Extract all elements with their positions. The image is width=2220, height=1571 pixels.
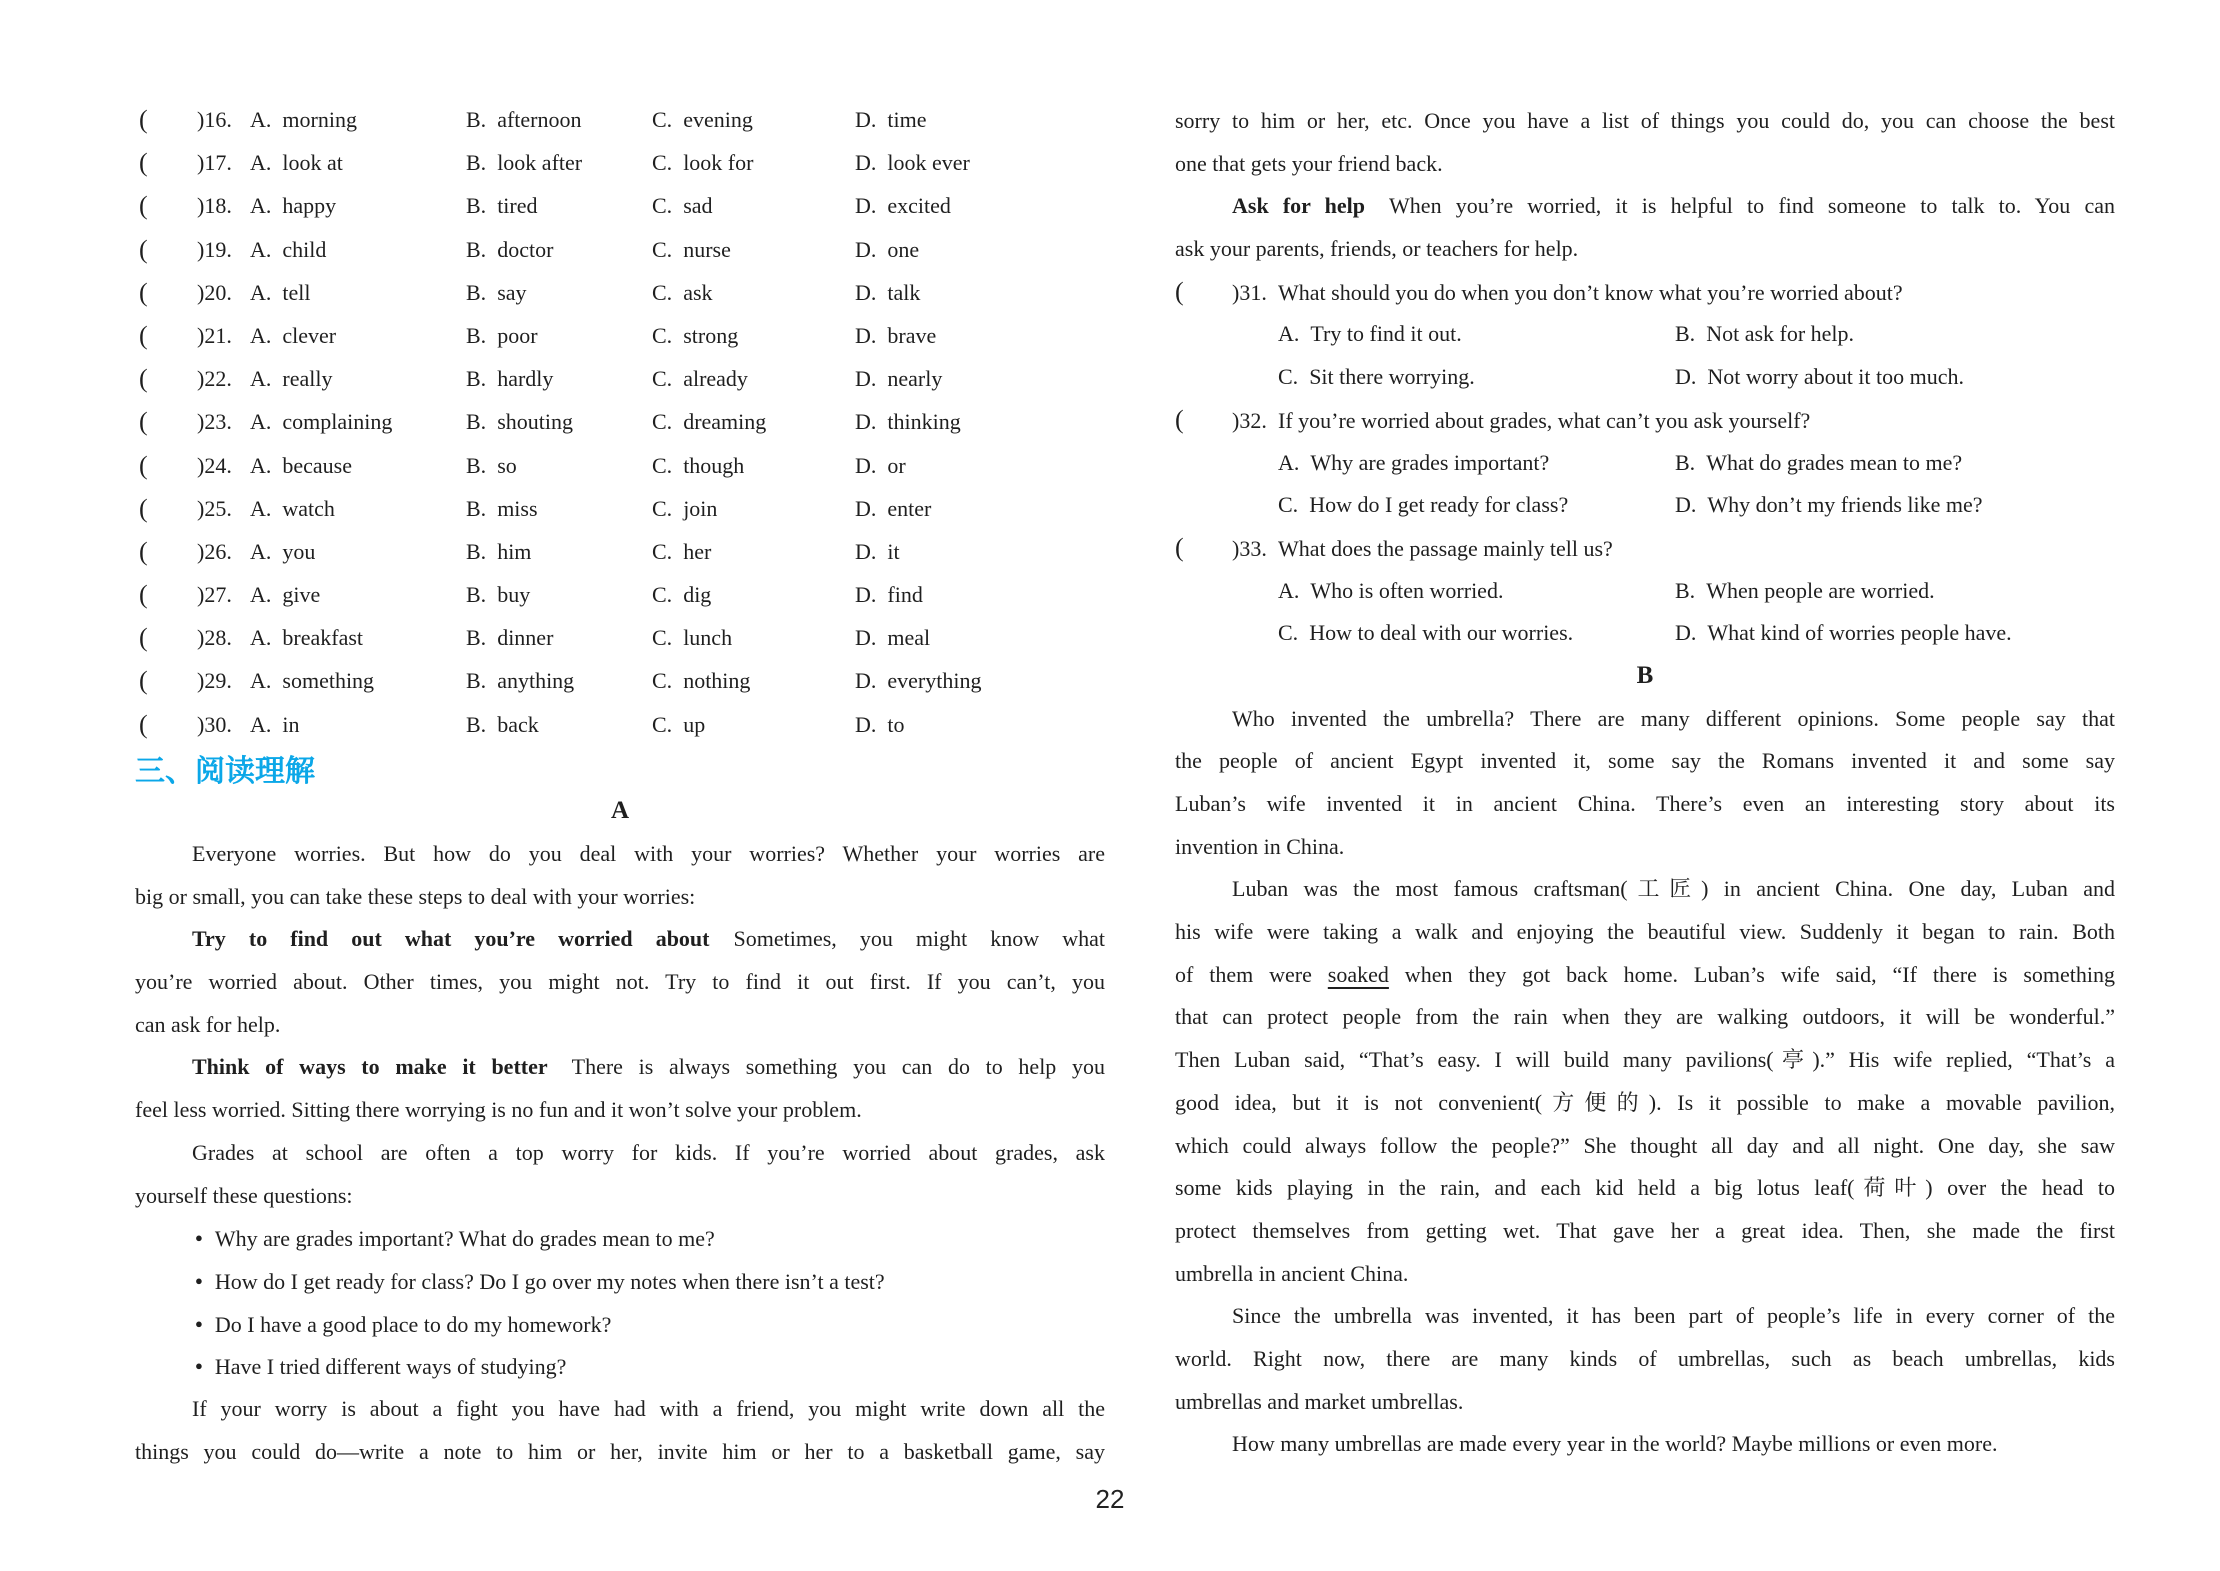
question-number: )23. <box>197 409 232 435</box>
reading-question-33 <box>1175 527 2115 655</box>
option-a: A. child <box>250 236 327 262</box>
option-d: D. talk <box>855 279 921 305</box>
option-b: B. What do grades mean to me? <box>1675 449 1963 475</box>
passage-line: the people of ancient Egypt invented it, some say the Romans invented it and some say <box>1175 748 2115 774</box>
passage-line: Since the umbrella was invented, it has been part of people’s life in every corner of the <box>1232 1303 2115 1329</box>
cloze-row <box>135 573 1105 616</box>
option-b: B. When people are worried. <box>1675 577 1935 603</box>
cloze-row <box>135 616 1105 659</box>
option-a: A. look at <box>250 150 343 176</box>
passage-line: sorry to him or her, etc. Once you have a list of things you could do, you can choose the best <box>1175 108 2115 133</box>
option-a: A. clever <box>250 322 337 348</box>
options-row <box>1175 570 2115 613</box>
passage-line: Luban’s wife invented it in ancient China. There’s even an interesting story about its <box>1175 791 2115 816</box>
answer-paren-open: ( <box>1175 532 1184 562</box>
option-a: A. in <box>250 711 300 737</box>
option-c: C. dreaming <box>652 409 767 435</box>
option-d: D. meal <box>855 625 931 651</box>
answer-paren-open: ( <box>139 148 148 178</box>
option-a: A. Who is often worried. <box>1278 577 1504 603</box>
cloze-row <box>135 530 1105 573</box>
passage-line: which could always follow the people?” She thought all day and all night. One day, she saw <box>1175 1132 2115 1158</box>
passage-line: How many umbrellas are made every year in the world? Maybe millions or even more. <box>1232 1431 1998 1457</box>
passage-line: some kids playing in the rain, and each kid held a big lotus leaf(荷叶) over the head to <box>1175 1175 2115 1201</box>
option-d: D. find <box>855 582 923 608</box>
option-d: D. one <box>855 236 920 262</box>
option-a: A. tell <box>250 279 311 305</box>
options-row <box>1175 612 2115 655</box>
cloze-choice-list <box>135 98 1105 746</box>
option-a: A. Why are grades important? <box>1278 449 1550 475</box>
question-number: )17. <box>197 150 232 176</box>
option-b: B. poor <box>466 322 538 348</box>
option-d: D. look ever <box>855 150 970 176</box>
option-d: D. or <box>855 452 906 478</box>
question-text: If you’re worried about grades, what can’t you ask yourself? <box>1278 407 1811 433</box>
option-c: C. How to deal with our worries. <box>1278 620 1574 646</box>
option-a: A. watch <box>250 495 335 521</box>
option-a: A. complaining <box>250 409 393 435</box>
option-b: B. doctor <box>466 236 554 262</box>
question-line <box>1175 527 2115 570</box>
question-number: )30. <box>197 711 232 737</box>
passage-line: invention in China. <box>1175 833 1345 859</box>
answer-paren-open: ( <box>139 709 148 739</box>
section-header-reading: 三、阅读理解 <box>135 755 315 788</box>
answer-paren-open: ( <box>139 320 148 350</box>
question-number: )16. <box>197 107 232 132</box>
option-c: C. ask <box>652 279 713 305</box>
option-b: B. buy <box>466 582 531 608</box>
option-c: C. nurse <box>652 236 731 262</box>
passage-b-label: B <box>1636 661 1654 689</box>
answer-paren-open: ( <box>139 450 148 480</box>
answer-paren-open: ( <box>139 493 148 523</box>
passage-line: of them were soaked when they got back home. Luban’s wife said, “If there is something <box>1175 961 2115 987</box>
passage-line: that can protect people from the rain when they are walking outdoors, it will be wonderful.” <box>1175 1004 2115 1030</box>
passage-a-continued <box>1175 100 2115 271</box>
passage-line: Think of ways to make it better There is always something you can do to help you <box>192 1054 1105 1080</box>
passage-line: Try to find out what you’re worried about Sometimes, you might know what <box>192 926 1105 952</box>
cloze-row <box>135 228 1105 271</box>
passage-line: things you could do—write a note to him or her, invite him or her to a basketball game, say <box>135 1438 1105 1464</box>
passage-line: If your worry is about a fight you have had with a friend, you might write down all the <box>192 1395 1105 1421</box>
question-text: What should you do when you don’t know what you’re worried about? <box>1278 279 1903 305</box>
answer-paren-open: ( <box>1175 276 1184 306</box>
option-b: B. shouting <box>466 409 573 435</box>
option-a: A. really <box>250 366 333 392</box>
answer-paren-open: ( <box>139 666 148 696</box>
page-number: 22 <box>1095 1484 1125 1514</box>
option-b: B. back <box>466 711 539 737</box>
reading-question-31 <box>1175 271 2115 399</box>
option-a: A. something <box>250 668 375 694</box>
passage-a-body <box>135 833 1105 1473</box>
passage-line: Ask for help When you’re worried, it is helpful to find someone to talk to. You can <box>1232 193 2115 219</box>
question-number: )29. <box>197 668 232 694</box>
option-b: B. hardly <box>466 366 554 392</box>
option-d: D. What kind of worries people have. <box>1675 620 2012 646</box>
passage-b-body <box>1175 698 2115 1466</box>
cloze-row <box>135 357 1105 400</box>
question-text: What does the passage mainly tell us? <box>1278 535 1613 561</box>
option-c: C. How do I get ready for class? <box>1278 492 1569 518</box>
question-number: )19. <box>197 236 232 262</box>
option-d: D. everything <box>855 668 982 694</box>
question-number: )21. <box>197 322 232 348</box>
option-d: D. thinking <box>855 409 961 435</box>
option-d: D. excited <box>855 193 951 219</box>
cloze-row <box>135 271 1105 314</box>
question-number: )22. <box>197 366 232 392</box>
passage-line: big or small, you can take these steps to deal with your worries: <box>135 883 696 909</box>
cloze-row <box>135 703 1105 746</box>
cloze-row <box>135 98 1105 141</box>
question-number: )27. <box>197 582 232 608</box>
right-column <box>1175 100 2115 1466</box>
option-d: D. enter <box>855 495 932 521</box>
question-number: )20. <box>197 279 232 305</box>
question-line <box>1175 271 2115 314</box>
option-d: D. Why don’t my friends like me? <box>1675 492 1983 518</box>
question-number: )31. <box>1232 279 1267 305</box>
option-b: B. so <box>466 452 517 478</box>
answer-paren-open: ( <box>139 623 148 653</box>
cloze-row <box>135 444 1105 487</box>
reading-question-32 <box>1175 399 2115 527</box>
option-b: B. dinner <box>466 625 554 651</box>
cloze-row <box>135 400 1105 443</box>
options-row <box>1175 313 2115 356</box>
passage-line: one that gets your friend back. <box>1175 150 1443 176</box>
options-row <box>1175 442 2115 485</box>
cloze-row <box>135 141 1105 184</box>
cloze-row <box>135 487 1105 530</box>
option-d: D. it <box>855 538 900 564</box>
option-a: A. happy <box>250 193 337 219</box>
passage-line: yourself these questions: <box>135 1182 353 1208</box>
answer-paren-open: ( <box>139 580 148 610</box>
answer-paren-open: ( <box>139 234 148 264</box>
passage-a-label: A <box>610 797 630 824</box>
option-d: D. nearly <box>855 366 943 392</box>
question-line <box>1175 399 2115 442</box>
passage-line: ● Have I tried different ways of studying? <box>135 1345 1105 1388</box>
answer-paren-open: ( <box>139 277 148 307</box>
answer-paren-open: ( <box>139 407 148 437</box>
option-a: A. breakfast <box>250 625 364 651</box>
option-a: A. give <box>250 582 321 608</box>
passage-line: ● How do I get ready for class? Do I go over my notes when there isn’t a test? <box>135 1260 1105 1303</box>
cloze-row <box>135 314 1105 357</box>
option-b: B. look after <box>466 150 583 176</box>
option-d: D. brave <box>855 322 937 348</box>
option-c: C. sad <box>652 193 713 219</box>
option-d: D. Not worry about it too much. <box>1675 364 1965 390</box>
question-number: )32. <box>1232 407 1267 433</box>
option-a: A. because <box>250 452 353 478</box>
option-b: B. say <box>466 279 527 305</box>
options-row <box>1175 484 2115 527</box>
passage-line: protect themselves from getting wet. That gave her a great idea. Then, she made the first <box>1175 1217 2115 1243</box>
option-c: C. though <box>652 452 745 478</box>
passage-line: ask your parents, friends, or teachers for help. <box>1175 236 1579 262</box>
option-b: B. Not ask for help. <box>1675 321 1855 347</box>
question-number: )28. <box>197 625 232 651</box>
option-b: B. miss <box>466 495 538 521</box>
passage-line: ● Why are grades important? What do grades mean to me? <box>135 1217 1105 1260</box>
option-c: C. up <box>652 711 706 737</box>
option-c: C. join <box>652 495 718 521</box>
question-number: )18. <box>197 193 232 219</box>
option-a: A. Try to find it out. <box>1278 321 1462 347</box>
option-b: B. anything <box>466 668 575 694</box>
passage-line: you’re worried about. Other times, you might not. Try to find it out first. If you can’t, you <box>135 969 1105 995</box>
option-c: C. strong <box>652 322 739 348</box>
option-c: C. Sit there worrying. <box>1278 364 1475 390</box>
question-number: )25. <box>197 495 232 521</box>
question-number: )24. <box>197 452 232 478</box>
option-c: C. evening <box>652 107 753 132</box>
options-row <box>1175 356 2115 399</box>
answer-paren-open: ( <box>139 364 148 394</box>
passage-line: feel less worried. Sitting there worrying is no fun and it won’t solve your problem. <box>135 1097 862 1123</box>
passage-line: Luban was the most famous craftsman(工匠) in ancient China. One day, Luban and <box>1232 876 2115 902</box>
passage-line: Everyone worries. But how do you deal with your worries? Whether your worries are <box>192 841 1105 866</box>
option-c: C. dig <box>652 582 712 608</box>
option-a: A. you <box>250 538 316 564</box>
question-number: )26. <box>197 538 232 564</box>
passage-line: Who invented the umbrella? There are many different opinions. Some people say that <box>1232 705 2115 731</box>
option-b: B. him <box>466 538 532 564</box>
answer-paren-open: ( <box>139 191 148 221</box>
option-c: C. nothing <box>652 668 751 694</box>
passage-line: umbrellas and market umbrellas. <box>1175 1388 1464 1414</box>
answer-paren-open: ( <box>139 105 148 134</box>
passage-line: Grades at school are often a top worry for kids. If you’re worried about grades, ask <box>192 1139 1105 1165</box>
answer-paren-open: ( <box>1175 404 1184 434</box>
question-number: )33. <box>1232 535 1267 561</box>
answer-paren-open: ( <box>139 536 148 566</box>
cloze-row <box>135 659 1105 702</box>
passage-line: ● Do I have a good place to do my homework? <box>135 1303 1105 1346</box>
option-d: D. time <box>855 107 927 132</box>
option-c: C. look for <box>652 150 754 176</box>
option-b: B. afternoon <box>466 107 582 132</box>
option-a: A. morning <box>250 107 357 132</box>
passage-line: can ask for help. <box>135 1011 281 1037</box>
passage-line: good idea, but it is not convenient(方便的). Is it possible to make a movable pavilion, <box>1175 1089 2115 1115</box>
passage-line: Then Luban said, “That’s easy. I will build many pavilions(亭).” His wife replied, “That’s a <box>1175 1047 2115 1073</box>
option-d: D. to <box>855 711 905 737</box>
passage-line: his wife were taking a walk and enjoying the beautiful view. Suddenly it began to rain. Both <box>1175 919 2115 945</box>
cloze-row <box>135 184 1105 227</box>
option-c: C. lunch <box>652 625 733 651</box>
option-c: C. already <box>652 366 748 392</box>
option-b: B. tired <box>466 193 538 219</box>
passage-line: umbrella in ancient China. <box>1175 1260 1409 1286</box>
option-c: C. her <box>652 538 712 564</box>
passage-line: world. Right now, there are many kinds of umbrellas, such as beach umbrellas, kids <box>1175 1345 2115 1371</box>
